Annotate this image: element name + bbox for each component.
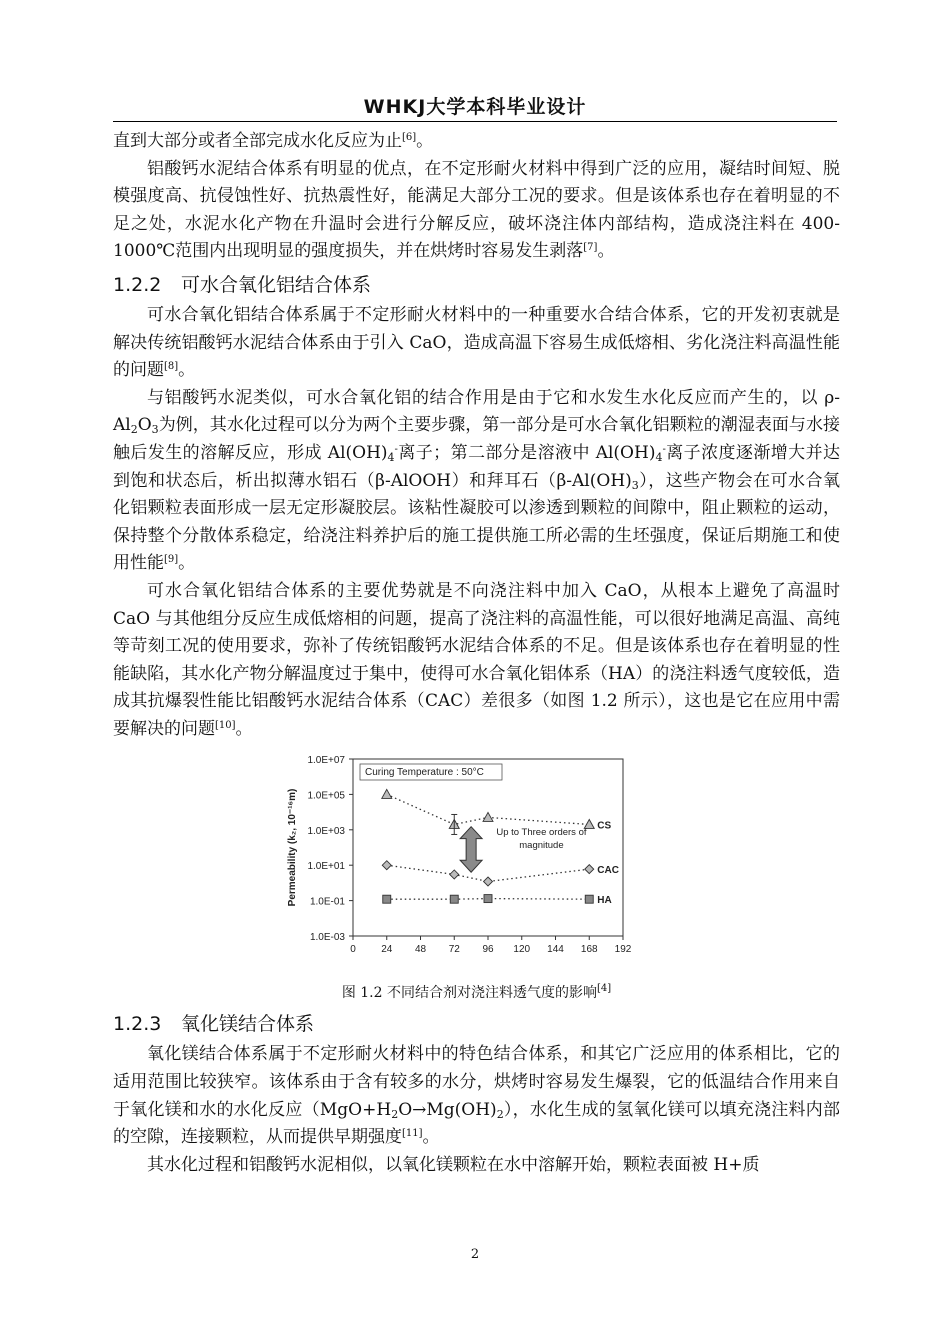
- header-rule: [113, 121, 837, 122]
- paragraph-1: 直到大部分或者全部完成水化反应为止[6]。: [113, 131, 434, 151]
- permeability-chart: [271, 749, 691, 979]
- page-header: WHKJ大学本科毕业设计: [363, 96, 587, 118]
- section-heading-1-2-2: 1.2.2 可水合氧化铝结合体系: [113, 273, 372, 296]
- series-label-cac: CAC: [597, 865, 619, 877]
- chart-title: Curing Temperature : 50°C: [365, 767, 484, 779]
- y-tick-label: 1.0E+03: [307, 826, 345, 838]
- citation: [11]: [402, 1128, 423, 1140]
- citation: [7]: [583, 242, 598, 254]
- x-tick-label: 192: [614, 944, 632, 956]
- figure-caption: 图 1.2 不同结合剂对浇注料透气度的影响[4]: [341, 983, 612, 1002]
- annotation-text: Up to Three orders of: [496, 827, 587, 839]
- data-point-ha: [585, 896, 593, 904]
- x-tick-label: 96: [482, 944, 494, 956]
- figure-1-2: [113, 749, 840, 979]
- citation: [6]: [402, 132, 417, 143]
- paragraph-7: 其水化过程和铝酸钙水泥相似，以氧化镁颗粒在水中溶解开始，颗粒表面被 H+质: [147, 1154, 760, 1175]
- paragraph-3: 可水合氧化铝结合体系属于不定形耐火材料中的一种重要水合结合体系，它的开发初衷就是解决传统铝酸钙水泥结合体系由于引入 CaO，造成高温下容易生成低熔相、劣化浇注料高温性能的问题[8]。: [113, 304, 840, 381]
- y-tick-label: 1.0E+07: [307, 755, 345, 767]
- data-point-ha: [450, 896, 458, 904]
- citation: [10]: [215, 719, 236, 731]
- page-number: 2: [470, 1247, 480, 1262]
- section-heading-1-2-3: 1.2.3 氧化镁结合体系: [113, 1013, 315, 1036]
- data-point-ha: [484, 895, 492, 903]
- y-axis-label: Permeability (k₂, 10⁻¹⁶m): [287, 789, 298, 907]
- x-tick-label: 24: [381, 944, 393, 956]
- y-tick-label: 1.0E+05: [307, 790, 345, 802]
- x-tick-label: 168: [580, 944, 598, 956]
- x-tick-label: 144: [547, 944, 564, 956]
- paragraph-5: 可水合氧化铝结合体系的主要优势就是不向浇注料中加入 CaO，从根本上避免了高温时 CaO 与其他组分反应生成低熔相的问题，提高了浇注料的高温性能，可以很好地满足高温、高纯等苛刻工况的使用要求，弥补了传统铝酸钙水泥结合体系的不足。但是该体系也存在着明显的性能缺陷，其水化产物分解温度过于集中，使得可水合氧化铝体系（HA）的浇注料透气度较低，造成其抗爆裂性能比铝酸钙水泥结合体系（CAC）差很多（如图 1.2 所示），这也是它在应用中需要解决的问题[10]。: [113, 580, 840, 739]
- plot-frame: [353, 759, 623, 936]
- citation: [4]: [597, 983, 612, 995]
- paragraph-4: 与铝酸钙水泥类似，可水合氧化铝的结合作用是由于它和水发生水化反应而产生的，以 $\rho-Al_2O_3$为例，其水化过程可以分为两个主要步骤，第一部分是可水合氧化铝颗粒的潮湿表面与水接触后发生的溶解反应，形成 $Al(OH)_4^-$离子；第二部分是溶液中 $Al(OH)_4^-$离子浓度逐渐增大并达到饱和状态后，析出拟薄水铝石（β-AlOOH）和拜耳石$(\beta-Al(OH)_3)$，这些产物会在可水合氧化铝颗粒表面形成一层无定形凝胶层。该粘性凝胶可以渗透到颗粒的间隙中，阻止颗粒的运动，保持整个分散体系稳定，给浇注料养护后的施工提供施工所必需的生坯强度，保证后期施工和使用性能[9]。: [113, 387, 840, 574]
- y-tick-label: 1.0E-01: [309, 897, 345, 909]
- x-tick-label: 48: [414, 944, 427, 956]
- paragraph-2: 铝酸钙水泥结合体系有明显的优点，在不定形耐火材料中得到广泛的应用，凝结时间短、脱模强度高、抗侵蚀性好、抗热震性好，能满足大部分工况的要求。但是该体系也存在着明显的不足之处，水泥水化产物在升温时会进行分解反应，破坏浇注体内部结构，造成浇注料在 400-1000℃范围内出现明显的强度损失，并在烘烤时容易发生剥落[7]。: [113, 158, 840, 262]
- citation: [9]: [164, 554, 179, 566]
- annotation-text: magnitude: [519, 840, 564, 852]
- x-tick-label: 0: [350, 944, 356, 956]
- page-body: [113, 128, 840, 1179]
- y-tick-label: 1.0E-03: [309, 932, 345, 944]
- x-tick-label: 120: [513, 944, 531, 956]
- series-label-ha: HA: [597, 895, 612, 907]
- paragraph-6: 氧化镁结合体系属于不定形耐火材料中的特色结合体系，和其它广泛应用的体系相比，它的适用范围比较狭窄。该体系由于含有较多的水分，烘烤时容易发生爆裂，它的低温结合作用来自于氧化镁和水的水化反应$(MgO+H_2O\to Mg(OH)_2)$，水化生成的氢氧化镁可以填充浇注料内部的空隙，连接颗粒，从而提供早期强度[11]。: [113, 1044, 841, 1148]
- citation: [8]: [164, 361, 179, 373]
- y-tick-label: 1.0E+01: [307, 861, 345, 873]
- x-tick-label: 72: [448, 944, 460, 956]
- series-label-cs: CS: [597, 820, 612, 832]
- data-point-ha: [383, 896, 391, 904]
